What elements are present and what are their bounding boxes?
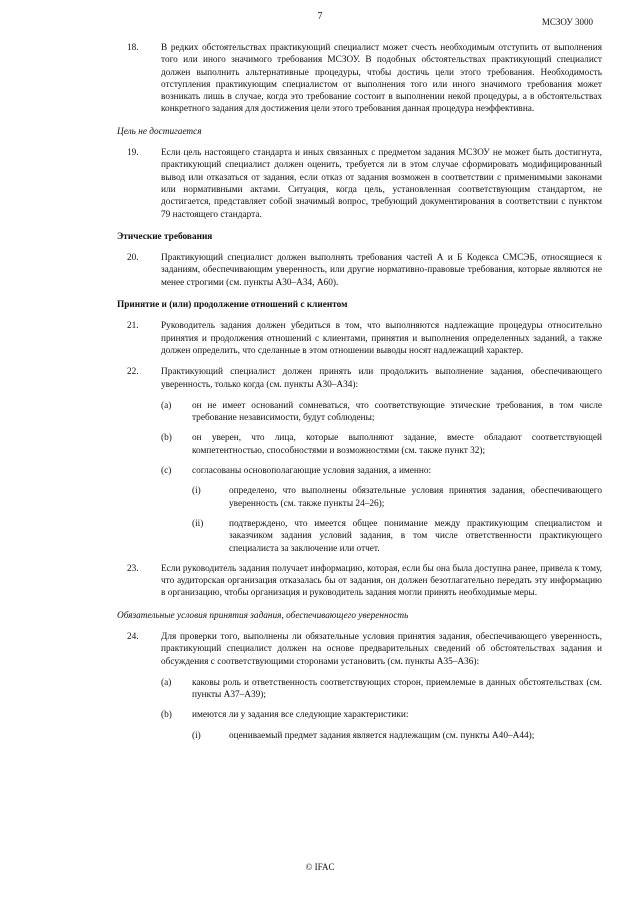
paragraph-number: 19. xyxy=(127,148,139,159)
paragraph-text: Для проверки того, выполнены ли обязательные условия принятия задания, обеспечивающего уверенность, практикующий специалист должен на основе предварительных сведений об обстоятельствах задания и обсуждения с соответствующими сторонами установить (см. пункты А35–А36): xyxy=(161,631,602,667)
paragraph-text: Практикующий специалист должен принять или продолжить выполнение задания, обеспечивающего уверенность, только когда (см. пункты А30–А34): xyxy=(161,367,602,390)
paragraph-21 xyxy=(117,320,602,357)
paragraph-19 xyxy=(117,147,602,221)
paragraph-20 xyxy=(117,252,602,289)
list-label: (i) xyxy=(192,486,201,497)
copyright-footer: © IFAC xyxy=(305,862,335,872)
paragraph-number: 22. xyxy=(127,367,139,378)
heading-goal-not-achieved: Цель не достигается xyxy=(117,126,202,137)
list-text: он уверен, что лица, которые выполняют задание, вместе обладают соответствующей компетентностью, способностями и возможностями (см. также пункт 32); xyxy=(192,433,602,456)
list-label: (a) xyxy=(161,400,172,411)
list-text: определено, что выполнены обязательные условия принятия задания, обеспечивающего уверенность (см. также пункты 24–26); xyxy=(229,486,602,509)
paragraph-number: 18. xyxy=(127,43,139,53)
paragraph-18 xyxy=(117,42,602,116)
list-label: (b) xyxy=(161,433,172,444)
paragraph-text: Руководитель задания должен убедиться в том, что выполняются надлежащие процедуры относительно принятия и продолжения отношений с клиентами, принятия и выполнения определенных заданий, а также должен определить, что сделанные в этом отношении выводы носят надлежащий характер. xyxy=(161,321,602,356)
paragraph-text: В редких обстоятельствах практикующий специалист может счесть необходимым отступить от выполнения того или иного значимого требования МСЗОУ. В подобных обстоятельствах практикующий специалист должен выполнить альтернативные процедуры, чтобы достичь цели этого требования. Необходимость отступления практикующим специалистом от выполнения того или иного значимого требования может возникать лишь в случае, когда это требование состоит в выполнении некой процедуры, а в обстоятельствах конкретного задания для достижения цели этого требования данная процедура неэффективна. xyxy=(161,43,602,115)
list-item-24a xyxy=(117,677,602,702)
paragraph-number: 21. xyxy=(127,321,139,332)
list-label: (ii) xyxy=(192,518,204,529)
list-item-22c-i xyxy=(117,485,602,510)
list-label: (b) xyxy=(161,710,172,721)
paragraph-text: Если цель настоящего стандарта и иных связанных с предметом задания МСЗОУ не может быть достигнута, практикующий специалист должен оценить, требуется ли в этом случае сформировать модифицированный вывод или отказаться от задания, если отказ от задания возможен в соответствии с применимыми законами или нормативными актами. Ситуация, когда цель, установленная соответствующим стандартом, не достигается, представляет собой значимый вопрос, требующий документирования в соответствии с пунктом 79 настоящего стандарта. xyxy=(161,148,602,220)
paragraph-text: Практикующий специалист должен выполнять требования частей А и Б Кодекса СМСЭБ, относящиеся к заданиям, обеспечивающим уверенность, или другие нормативно-правовые требования, которые являются не менее строгими (см. пункты А30–А34, А60). xyxy=(161,253,602,288)
list-text: подтверждено, что имеется общее понимание между практикующим специалистом и заказчиком задания условий задания, в том числе ответственности практикующего специалиста за заключение или отчет. xyxy=(229,518,602,554)
paragraph-22 xyxy=(117,366,602,391)
heading-preconditions: Обязательные условия принятия задания, обеспечивающего уверенность xyxy=(117,610,409,621)
list-text: он не имеет оснований сомневаться, что соответствующие этические требования, в том числе требование независимости, будут соблюдены; xyxy=(192,400,602,424)
paragraph-number: 23. xyxy=(127,563,139,574)
paragraph-23 xyxy=(117,563,602,600)
list-text: оцениваемый предмет задания является надлежащим (см. пункты А40–А44); xyxy=(229,730,535,741)
paragraph-number: 20. xyxy=(127,253,139,264)
page-number: 7 xyxy=(317,11,323,22)
list-label: (i) xyxy=(192,730,201,741)
paragraph-number: 24. xyxy=(127,631,139,642)
list-text: согласованы основополагающие условия задания, а именно: xyxy=(192,466,432,477)
list-text: имеются ли у задания все следующие характеристики: xyxy=(192,710,409,721)
list-item-22b xyxy=(117,432,602,457)
document-body xyxy=(117,42,602,750)
list-item-22a xyxy=(117,400,602,425)
paragraph-24 xyxy=(117,631,602,668)
list-item-24b xyxy=(117,709,602,721)
list-item-24b-i xyxy=(117,730,602,742)
heading-ethical-requirements: Этические требования xyxy=(117,231,213,242)
list-item-22c-ii xyxy=(117,518,602,555)
list-text: каковы роль и ответственность соответствующих сторон, приемлемые в данных обстоятельствах (см. пункты А37–А39); xyxy=(192,677,602,701)
list-label: (c) xyxy=(161,466,172,477)
heading-client-acceptance: Принятие и (или) продолжение отношений с клиентом xyxy=(117,300,348,311)
paragraph-text: Если руководитель задания получает информацию, которая, если бы она была доступна ранее, привела к тому, что аудиторская организация отказалась бы от задания, он должен безотлагательно передать эту информацию в организацию, чтобы организация и руководитель задания могли принять необходимые меры. xyxy=(161,563,602,599)
list-item-22c xyxy=(117,465,602,477)
list-label: (a) xyxy=(161,677,172,688)
standard-header: МСЗОУ 3000 xyxy=(541,17,593,27)
